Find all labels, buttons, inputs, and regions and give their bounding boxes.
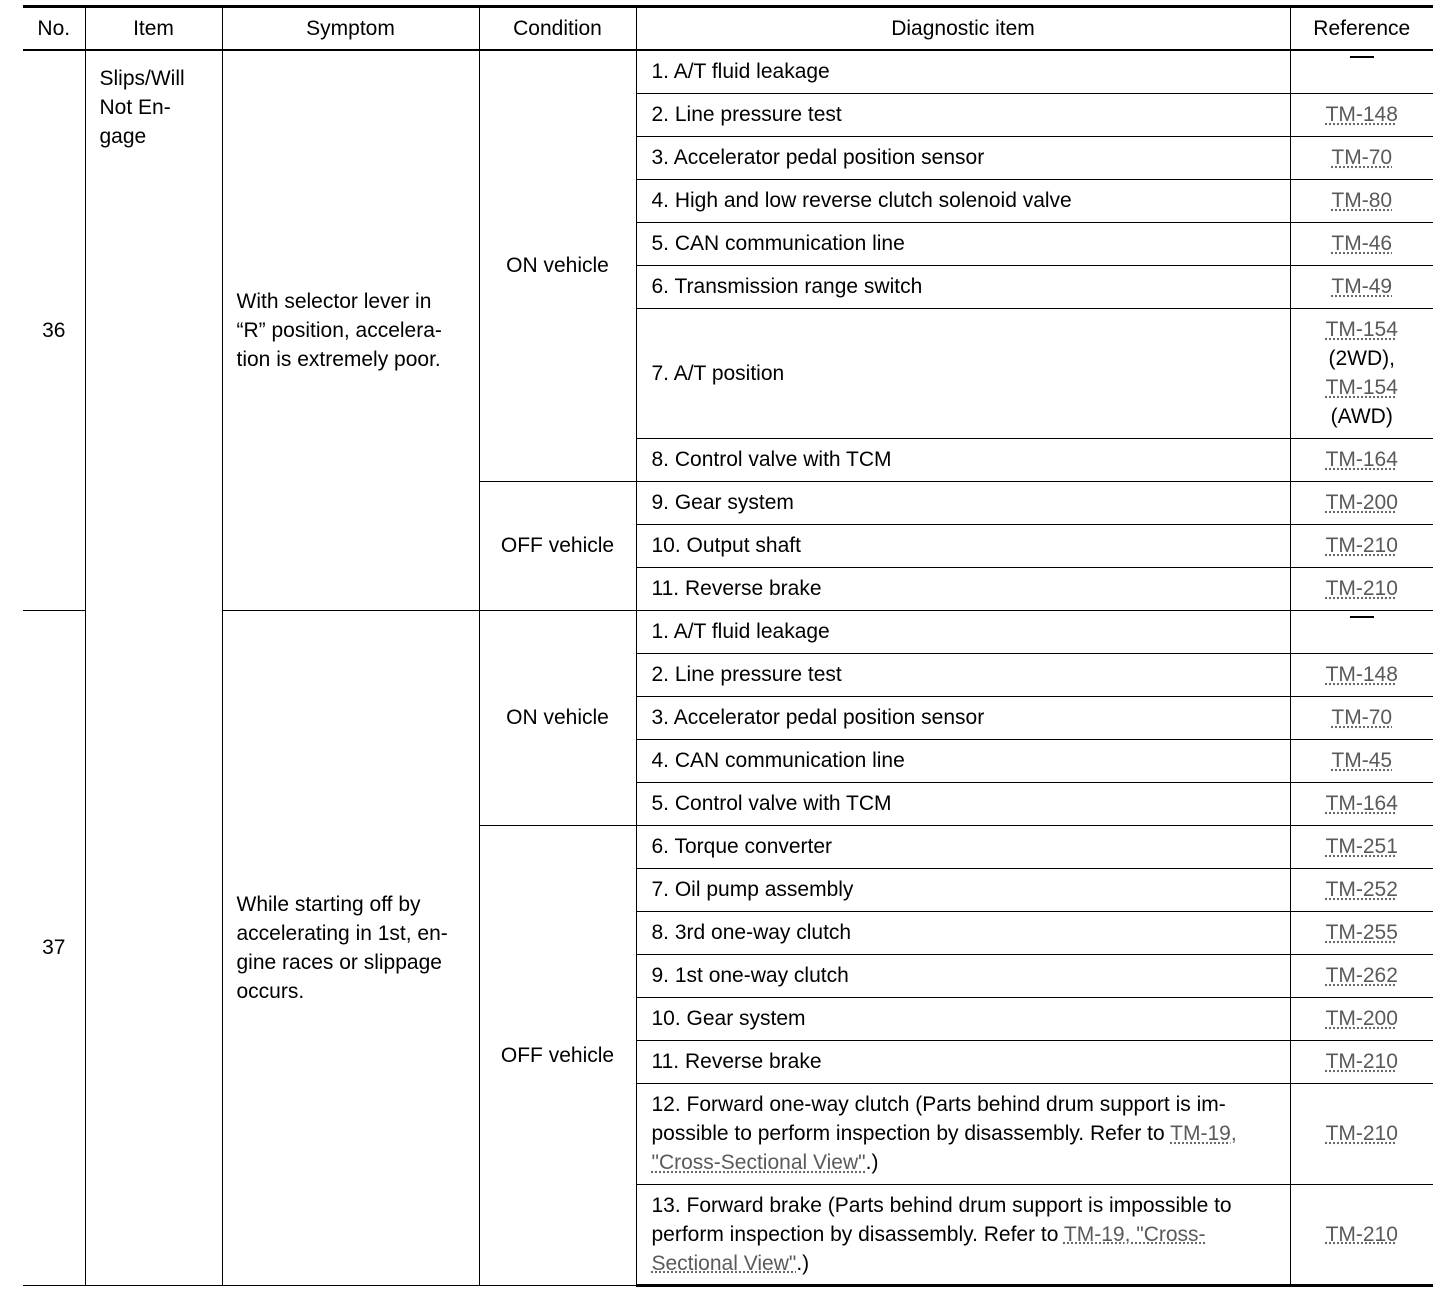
reference-link[interactable]: TM-70: [1331, 146, 1393, 169]
reference-cell: [1290, 1040, 1433, 1083]
diagnostic-item: 2. Line pressure test: [636, 93, 1290, 136]
diagnostic-item: 5. Control valve with TCM: [636, 782, 1290, 825]
diagnostic-item: 10. Output shaft: [636, 524, 1290, 567]
header-item: Item: [85, 7, 222, 51]
diagnostic-item: [636, 1184, 1290, 1285]
reference-link[interactable]: TM-164: [1325, 448, 1398, 471]
reference-cell: [1290, 954, 1433, 997]
reference-cell: [1290, 438, 1433, 481]
cross-section-link[interactable]: TM-19, "Cross-Sectional View": [651, 1222, 1206, 1275]
reference-cell: [1290, 93, 1433, 136]
header-symptom: Symptom: [222, 7, 479, 51]
condition-cell: ON vehicle: [479, 610, 636, 825]
diagnosis-table: [23, 5, 1433, 1287]
diagnostic-item: 2. Line pressure test: [636, 653, 1290, 696]
reference-cell: [1290, 308, 1433, 438]
reference-cell: [1290, 1083, 1433, 1184]
reference-link[interactable]: TM-148: [1325, 663, 1398, 686]
reference-cell: [1290, 696, 1433, 739]
reference-cell: [1290, 50, 1433, 93]
reference-link[interactable]: TM-252: [1325, 878, 1398, 901]
diagnostic-item: 7. A/T position: [636, 308, 1290, 438]
condition-cell: ON vehicle: [479, 50, 636, 481]
reference-cell: [1290, 179, 1433, 222]
diagnostic-item-text: 13. Forward brake (Parts behind drum support is impossible to perform inspection by disassembly. Refer to: [651, 1193, 1232, 1246]
reference-cell: [1290, 481, 1433, 524]
reference-cell: [1290, 997, 1433, 1040]
diagnostic-item: 11. Reverse brake: [636, 567, 1290, 610]
header-row: [23, 7, 1433, 51]
reference-cell: [1290, 911, 1433, 954]
reference-note: (AWD): [1330, 405, 1393, 428]
reference-link[interactable]: TM-154: [1325, 376, 1398, 399]
diagnostic-item: 1. A/T fluid leakage: [636, 610, 1290, 653]
reference-link[interactable]: TM-210: [1325, 1222, 1398, 1246]
reference-cell: [1290, 653, 1433, 696]
header-condition: Condition: [479, 7, 636, 51]
header-reference: Reference: [1290, 7, 1433, 51]
diagnostic-item: 8. 3rd one-way clutch: [636, 911, 1290, 954]
reference-cell: [1290, 524, 1433, 567]
diagnostic-item: 8. Control valve with TCM: [636, 438, 1290, 481]
diagnostic-item: 5. CAN communication line: [636, 222, 1290, 265]
header-diagnostic-item: Diagnostic item: [636, 7, 1290, 51]
diagnostic-item: 3. Accelerator pedal position sensor: [636, 696, 1290, 739]
reference-cell: [1290, 265, 1433, 308]
table-row: [23, 610, 1433, 653]
symptom-cell: With selector lever in “R” position, accelera-tion is extremely poor.: [222, 50, 479, 610]
reference-link[interactable]: TM-210: [1325, 1050, 1398, 1073]
reference-link[interactable]: TM-46: [1331, 232, 1393, 255]
dash-mark: [1350, 56, 1374, 87]
reference-cell: [1290, 567, 1433, 610]
reference-link[interactable]: TM-154: [1325, 318, 1398, 341]
row-number: 37: [23, 610, 85, 1285]
condition-cell: OFF vehicle: [479, 481, 636, 610]
diagnostic-item: 9. 1st one-way clutch: [636, 954, 1290, 997]
diagnostic-item: 4. High and low reverse clutch solenoid valve: [636, 179, 1290, 222]
reference-cell: [1290, 782, 1433, 825]
reference-link[interactable]: TM-200: [1325, 491, 1398, 514]
reference-link[interactable]: TM-148: [1325, 103, 1398, 126]
reference-link[interactable]: TM-210: [1325, 577, 1398, 600]
diagnostic-item-text: .): [796, 1251, 810, 1275]
diagnostic-item: 11. Reverse brake: [636, 1040, 1290, 1083]
reference-link[interactable]: TM-251: [1325, 835, 1398, 858]
diagnostic-item: [636, 1083, 1290, 1184]
header-no: No.: [23, 7, 85, 51]
reference-cell: [1290, 222, 1433, 265]
table-row: [23, 50, 1433, 93]
diagnostic-item: 7. Oil pump assembly: [636, 868, 1290, 911]
diagnosis-table-page: [23, 5, 1433, 1287]
reference-link[interactable]: TM-80: [1331, 189, 1393, 212]
diagnostic-item: 3. Accelerator pedal position sensor: [636, 136, 1290, 179]
diagnostic-item: 4. CAN communication line: [636, 739, 1290, 782]
reference-link[interactable]: TM-164: [1325, 792, 1398, 815]
reference-cell: [1290, 868, 1433, 911]
diagnostic-item: 6. Torque converter: [636, 825, 1290, 868]
reference-cell: [1290, 610, 1433, 653]
diagnostic-item-text: 12. Forward one-way clutch (Parts behind drum support is im-possible to perform inspection by disassembly. Refer to: [651, 1093, 1226, 1145]
reference-link[interactable]: TM-255: [1325, 921, 1398, 944]
dash-mark: [1350, 616, 1374, 647]
symptom-cell: While starting off by accelerating in 1st, en-gine races or slippage occurs.: [222, 610, 479, 1285]
reference-link[interactable]: TM-200: [1325, 1007, 1398, 1030]
diagnostic-item-text: .): [865, 1151, 879, 1174]
reference-cell: [1290, 1184, 1433, 1285]
cross-section-link[interactable]: TM-19, "Cross-Sectional View": [651, 1122, 1237, 1174]
diagnostic-item: 9. Gear system: [636, 481, 1290, 524]
row-number: 36: [23, 50, 85, 610]
diagnostic-item: 6. Transmission range switch: [636, 265, 1290, 308]
reference-cell: [1290, 739, 1433, 782]
reference-link[interactable]: TM-262: [1325, 964, 1398, 987]
reference-note: (2WD),: [1328, 347, 1395, 370]
reference-cell: [1290, 136, 1433, 179]
reference-link[interactable]: TM-49: [1331, 275, 1393, 298]
reference-link[interactable]: TM-45: [1331, 749, 1393, 772]
condition-cell: OFF vehicle: [479, 825, 636, 1285]
diagnostic-item: 10. Gear system: [636, 997, 1290, 1040]
reference-cell: [1290, 825, 1433, 868]
reference-link[interactable]: TM-70: [1331, 706, 1393, 729]
item-cell: Slips/Will Not En-gage: [85, 50, 222, 1285]
diagnostic-item: 1. A/T fluid leakage: [636, 50, 1290, 93]
reference-link[interactable]: TM-210: [1325, 534, 1398, 557]
reference-link[interactable]: TM-210: [1325, 1122, 1398, 1145]
